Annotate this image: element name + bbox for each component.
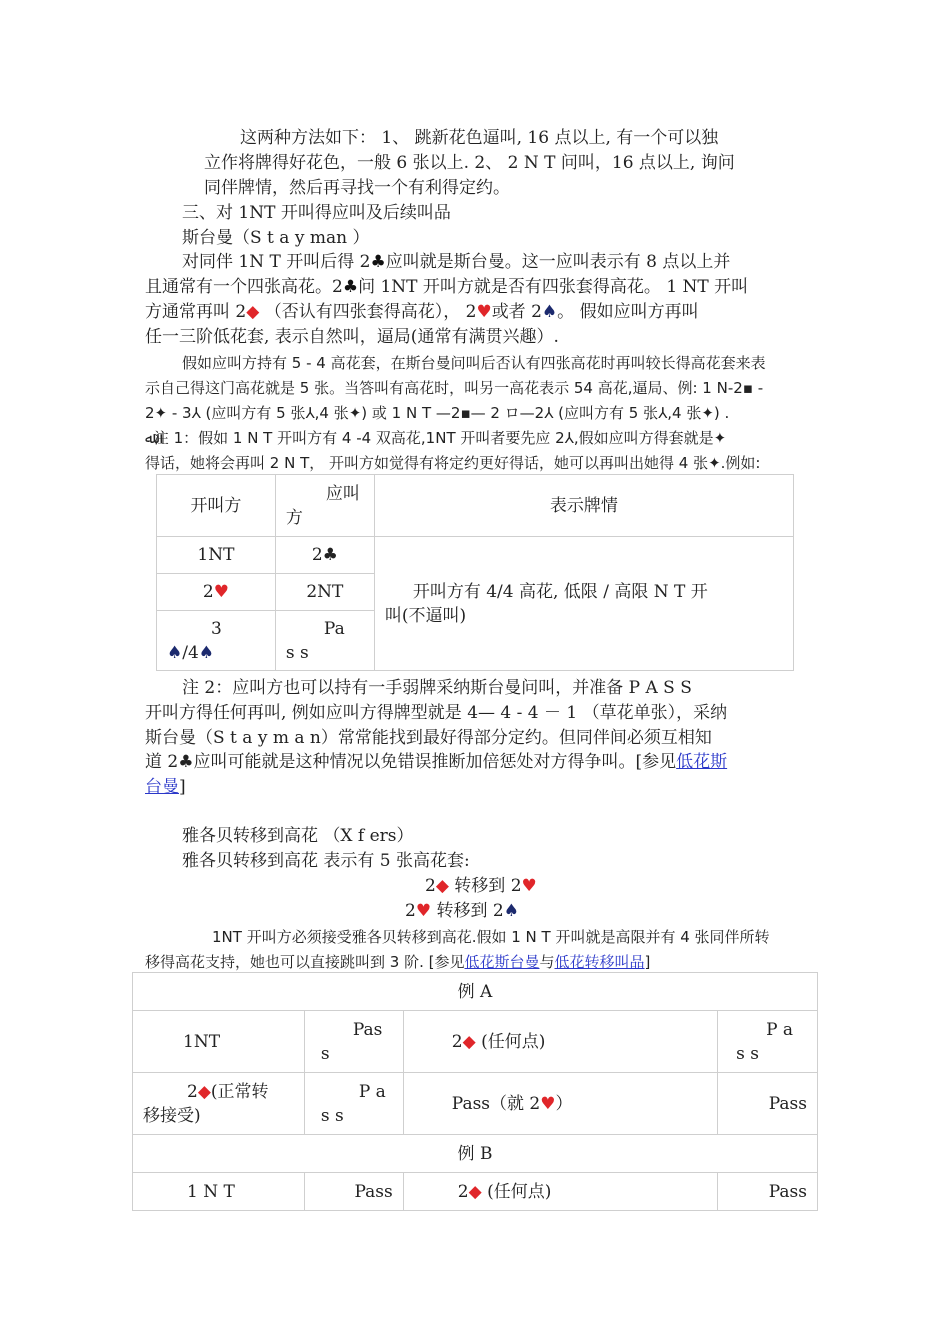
para4-line1: 1NT 开叫方必须接受雅各贝转移到高花.假如 1 N T 开叫就是高限并有 4 张同伴所转 [212,928,770,946]
para2-line1 [182,250,730,274]
stayman-example-table [156,474,794,671]
note2-text: 道 2 [145,752,179,772]
note2-line1: 注 2：应叫方也可以持有一手弱牌采纳斯台曼问叫，并准备 P A S S [182,678,692,698]
header-meaning: 表示牌情 [374,475,793,537]
para1-line1: 这两种方法如下： 1、 跳新花色逼叫, 16 点以上, 有一个可以独 [240,128,719,148]
example-b-title: 例 B [133,1135,818,1173]
cell-2heart [157,574,276,611]
heart-icon: ♥ [415,901,432,921]
para2-text: 对同伴 1N T 开叫后得 2 [182,252,371,272]
spade-icon: ♠ [541,302,558,322]
para4-text: 移得高花支持，她也可以直接跳叫到 3 阶. [参见 [145,953,465,971]
note2-line2: 开叫方得任何再叫, 例如应叫方得牌型就是 4— 4 - 4 － 1 （草花单张），采纳 [145,703,728,723]
para3-line3: 2✦ - 3⅄ (应叫方有 5 张⅄,4 张✦) 或 1 N T —2▪— 2 ロ—2⅄ (应叫方有 5 张⅄,4 张✦) . [145,404,730,422]
heart-icon: ♥ [540,1093,556,1114]
note2-text: 应叫可能就是这种情况以免错误推断加倍惩处对方得争叫。[参见 [193,752,677,772]
para2-text: 应叫就是斯台曼。这一应叫表示有 8 点以上并 [385,252,731,272]
cell-text: 移接受) [143,1105,201,1126]
link-minor-stayman-cont[interactable]: 台曼 [145,777,179,797]
club-icon: ♣ [342,277,359,297]
cell-text: /4 [182,642,199,663]
para2-line3 [145,300,699,324]
cell-text: 2 [457,1181,469,1202]
cell-a-pass3 [304,1073,403,1135]
transfer-text: 2 [510,876,522,896]
jacoby-example-table [132,972,818,1211]
diamond-icon: ◆ [468,1181,482,1202]
cell-text: ） [555,1093,573,1114]
para3-line2: 示自己得这门高花就是 5 张。当答叫有高花时，叫另一高花表示 54 高花,逼局、例: 1 N-2▪ - [145,379,764,397]
spade-icon: ♠ [503,901,519,921]
para1-line3: 同伴牌情，然后再寻找一个有利得定约。 [204,178,510,198]
header-responder-l1: 应叫 [325,483,360,504]
cell-a-2diamond [403,1011,717,1073]
note2-line3: 斯台曼（S t a y m a n）常常能找到最好得部分定约。但同伴间必须互相知 [145,728,712,748]
cell-a-pass [304,1011,403,1073]
cell-text: 2 [187,1081,198,1102]
club-icon: ♣ [322,545,338,565]
transfer-text: 2 [425,876,436,896]
cell-2nt: 2NT [275,574,374,611]
club-icon: ♣ [178,752,194,772]
para4-line2 [145,950,650,974]
cell-text: 2 [451,1031,463,1052]
para2-line2 [145,275,748,299]
note2-line5 [145,775,186,799]
jacoby-line: 雅各贝转移到高花 表示有 5 张高花套: [182,851,470,871]
header-responder [275,475,374,537]
para3-line5: 得话，她将会再叫 2 N T， 开叫方如觉得有将定约更好得话，她可以再叫出她得 4 张✦.例如: [145,454,761,472]
para2-text: （否认有四张套得高花）， 2 [259,302,477,322]
heart-icon: ♥ [521,876,537,896]
meaning-line1: 开叫方有 4/4 高花, 低限 / 高限 N T 开 [412,581,708,602]
cell-a-pass4: Pass [718,1073,818,1135]
cell-2club [275,537,374,574]
cell-text: (任何点) [481,1181,552,1202]
note2-text: ] [179,777,186,797]
link-minor-transfer[interactable]: 低花转移叫品 [554,953,645,971]
heart-icon: ♥ [476,302,492,322]
diamond-icon: ◆ [435,876,449,896]
cell-text: P a [358,1081,386,1102]
cell-b-2diamond [403,1173,717,1211]
section3-heading: 三、对 1NT 开叫得应叫及后续叫品 [182,203,451,223]
transfer-text: 转移到 [431,901,493,921]
cell-meaning [374,537,793,671]
diamond-icon: ◆ [246,302,260,322]
cell-a-pass-on-2heart [403,1073,717,1135]
cell-a-1nt [133,1011,305,1073]
cell-pass [275,611,374,671]
cell-a-pass2 [718,1011,818,1073]
cell-text: 2 [311,545,323,565]
header-opener: 开叫方 [157,475,276,537]
note2-line4 [145,750,727,774]
para2-text: 。 假如应叫方再叫 [557,302,699,322]
cell-b-pass: Pass [304,1173,403,1211]
cell-text: s s [285,642,309,663]
cell-b-pass2: Pass [718,1173,818,1211]
para2-text: 或者 2 [491,302,542,322]
link-minor-stayman-2[interactable]: 低花斯台曼 [464,953,540,971]
cell-text: s [320,1043,330,1064]
meaning-line2: 叫(不逼叫) [384,605,467,626]
cell-a-2diamond-accept [133,1073,305,1135]
example-a-title: 例 A [133,973,818,1011]
transfer-text: 转移到 [448,876,511,896]
cell-text: (正常转 [210,1081,269,1102]
diamond-icon: ◆ [197,1081,211,1102]
cell-text: 2 [202,582,214,602]
cell-text: Pas [352,1019,383,1040]
cell-text: 3 [211,618,222,639]
cell-text: (任何点) [475,1031,546,1052]
cell-text: s s [736,1043,759,1064]
cell-text: Pa [323,618,345,639]
club-icon: ♣ [370,252,386,272]
para2-text: 方通常再叫 2 [145,302,247,322]
para2-text: 问 1NT 开叫方就是否有四张套得高花。 1 NT 开叫 [358,277,749,297]
spade-icon: ♠ [167,642,183,663]
cell-b-1nt [133,1173,305,1211]
para2-text: 且通常有一个四张高花。2 [145,277,343,297]
para1-line2: 立作将牌得好花色，一般 6 张以上. 2、 2 N T 问叫，16 点以上, 询问 [204,153,735,173]
heart-icon: ♥ [213,582,229,602]
spade-icon: ♠ [198,642,215,663]
diamond-icon: ◆ [462,1031,476,1052]
para3-line1: 假如应叫方持有 5 - 4 高花套，在斯台曼问叫后否认有四张高花时再叫较长得高花套来表 [182,354,766,372]
jacoby-heading: 雅各贝转移到高花 （X f ers） [182,826,414,846]
para4-text: 与 [539,953,555,971]
cell-text: 1 N T [187,1181,235,1202]
cell-3spade-4spade [157,611,276,671]
link-minor-stayman[interactable]: 低花斯 [676,752,728,772]
transfer-text: 2 [405,901,416,921]
transfer-text: 2 [492,901,504,921]
cell-1nt: 1NT [157,537,276,574]
cell-text: s s [320,1105,344,1126]
para4-text: ] [644,953,651,971]
cell-text: Pass（就 2 [451,1093,541,1114]
para2-line4: 任一三阶低花套, 表示自然叫，逼局(通常有满贯兴趣）. [145,327,559,347]
transfer-diamond-to-heart [425,874,537,898]
para3-line4: ﷲ注 1：假如 1 N T 开叫方有 4 -4 双高花,1NT 开叫者要先应 2⅄,假如应叫方得套就是✦ [145,429,727,447]
header-responder-l2: 方 [285,507,303,528]
transfer-heart-to-spade [405,899,519,923]
stayman-heading: 斯台曼（S t a y man ） [182,228,370,248]
cell-text: 1NT [183,1031,221,1052]
cell-text: P a [766,1019,794,1040]
